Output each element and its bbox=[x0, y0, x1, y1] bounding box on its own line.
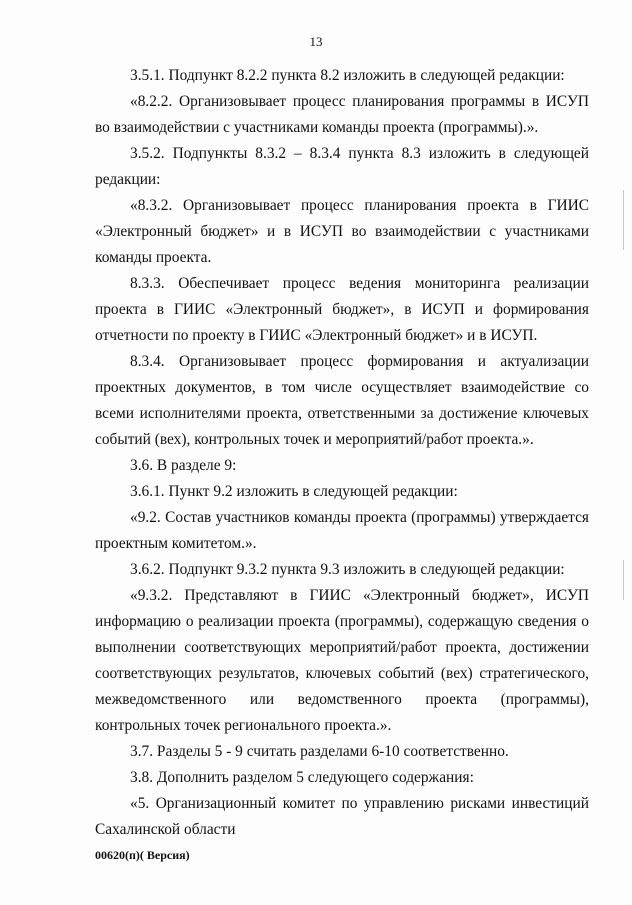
paragraph-3-7: 3.7. Разделы 5 - 9 считать разделами 6-10 соответственно. bbox=[130, 743, 509, 760]
paragraph-8-3-3: 8.3.3. Обеспечивает процесс ведения мониторинга реализации проекта в ГИИС «Электронный бюджет», в ИСУП и формирования отчетности по проекту в ГИИС «Электронный бюджет» и в ИСУП. bbox=[95, 275, 589, 344]
paragraph-3-6-2: 3.6.2. Подпункт 9.3.2 пункта 9.3 изложить в следующей редакции: bbox=[130, 561, 565, 578]
paragraph-5-committee: «5. Организационный комитет по управлению рисками инвестиций Сахалинской области bbox=[95, 795, 589, 838]
document-footer bbox=[95, 848, 190, 863]
paragraph-8-3-4: 8.3.4. Организовывает процесс формирования и актуализации проектных документов, в том числе осуществляет взаимодействие со всеми исполнителями проекта, ответственными за достижение ключевых событий (вех), контрольных точек и мероприятий/работ проекта.». bbox=[95, 353, 589, 448]
paragraph-3-5-2: 3.5.2. Подпункты 8.3.2 – 8.3.4 пункта 8.3 изложить в следующей редакции: bbox=[95, 145, 589, 188]
paragraph-3-6: 3.6. В разделе 9: bbox=[130, 457, 237, 474]
paragraph-3-8: 3.8. Дополнить разделом 5 следующего содержания: bbox=[130, 769, 474, 786]
document-body bbox=[95, 63, 589, 843]
page-number: 13 bbox=[309, 34, 323, 49]
footer-version: ( Версия) bbox=[139, 848, 190, 862]
paragraph-9-3-2: «9.3.2. Представляют в ГИИС «Электронный бюджет», ИСУП информацию о реализации проекта (программы), содержащую сведения о выполнении соответствующих мероприятий/работ проекта, достижении соответствующих результатов, ключевых событий (вех) стратегического, межведомственного или ведомственного проекта (программы), контрольных точек регионального проекта.». bbox=[95, 587, 589, 734]
paragraph-3-6-1: 3.6.1. Пункт 9.2 изложить в следующей редакции: bbox=[130, 483, 458, 500]
scan-edge-mark bbox=[623, 560, 624, 600]
paragraph-8-2-2: «8.2.2. Организовывает процесс планирования программы в ИСУП во взаимодействии с участниками команды проекта (программы).». bbox=[95, 93, 589, 136]
paragraph-9-2: «9.2. Состав участников команды проекта (программы) утверждается проектным комитетом.». bbox=[95, 509, 589, 552]
paragraph-8-3-2: «8.3.2. Организовывает процесс планирования проекта в ГИИС «Электронный бюджет» и в ИСУП во взаимодействии с участниками команды проекта. bbox=[95, 197, 589, 266]
scan-edge-mark bbox=[623, 190, 624, 250]
paragraph-3-5-1: 3.5.1. Подпункт 8.2.2 пункта 8.2 изложить в следующей редакции: bbox=[130, 67, 565, 84]
footer-code: 00620(п) bbox=[95, 848, 140, 862]
